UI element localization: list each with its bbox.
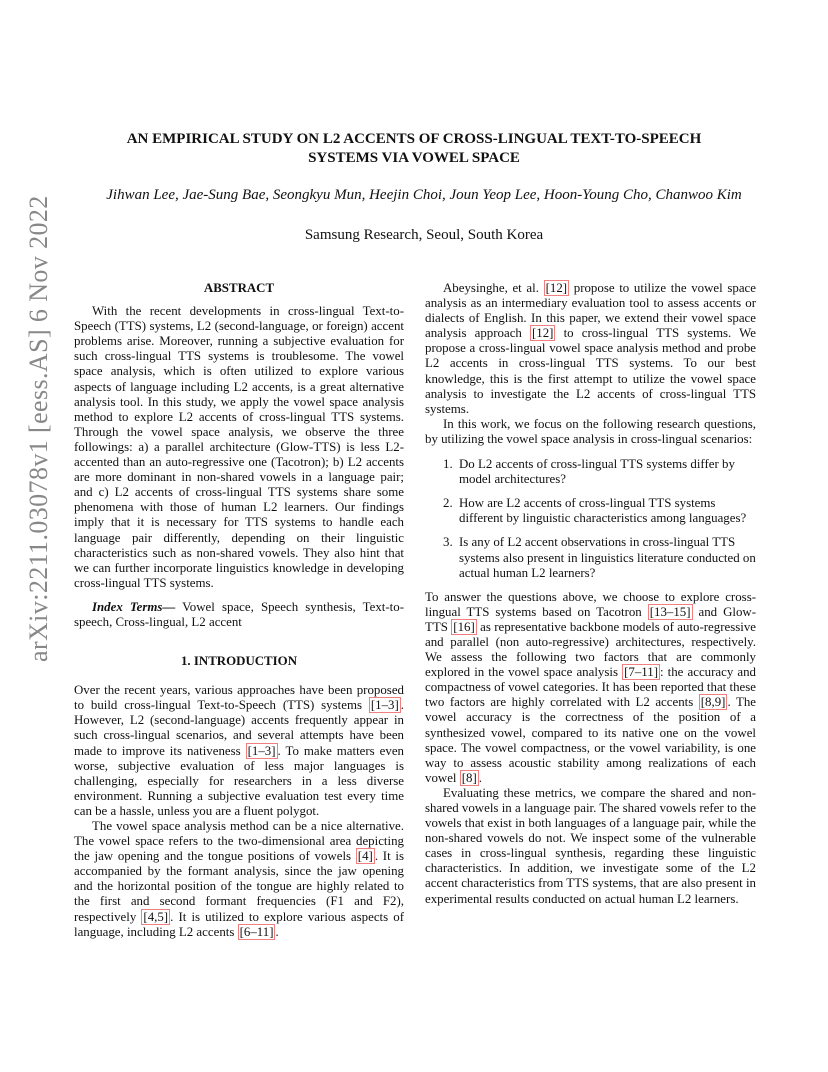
abstract-heading: ABSTRACT (203, 281, 275, 295)
citation-link[interactable]: [12] (545, 281, 568, 295)
list-item: 2. How are L2 accents of cross-lingual TTS systems different by linguistic characteristics among languages? (443, 496, 747, 526)
intro-paragraph-2: The vowel space analysis method can be a nice alternative. The vowel space refers to the two-dimensional area depicting the jaw opening and the tongue positions of vowels [4] . It is accompanied by the formant analysis, since the jaw opening and the horizontal position of the tongue are highly related to the first and second formant frequencies (F1 and F2), respectively [4,5] . It is utilized to explore various aspects of language, including L2 accents [6–11] . (74, 819, 405, 939)
abstract-text: With the recent developments in cross-lingual Text-to-Speech (TTS) systems, L2 (second-language, or foreign) accent problems arise. Moreover, running a subjective evaluation for such cross-lingual TTS systems is troublesome. The vowel space analysis, which is often utilized to explore various aspects of language including L2 accents, is a great alternative analysis tool. In this study, we apply the vowel space analysis method to explore L2 accents of cross-lingual TTS systems. Through the vowel space analysis, we observe the three followings: a) a parallel architecture (Glow-TTS) is less L2-accented than an auto-regressive one (Tacotron); b) L2 accents are more dominant in non-shared vowels in a language pair; and c) L2 accents of cross-lingual TTS systems share some phenomena with those of human L2 learners. Our findings imply that it is necessary for TTS systems to handle each language pair differently, depending on their linguistic characteristics such as non-shared vowels. They also hint that we can further incorporate linguistics knowledge in developing cross-lingual TTS systems. (74, 304, 404, 590)
right-paragraph-4: Evaluating these metrics, we compare the shared and non-shared vowels in a language pair. The shared vowels refer to the vowels that exist in both languages of a language pair, while the non-shared vowels do not. We inspect some of the vulnerable cases in cross-lingual synthesis, regarding these linguistic characteristics. In addition, we investigate some of the L2 accent characteristics from TTS systems, that are also present in experimental results conducted on actual human L2 learners. (425, 785, 756, 906)
list-item: 1. Do L2 accents of cross-lingual TTS systems differ by model architectures? (443, 457, 735, 487)
citation-link[interactable]: [1–3] (247, 743, 276, 758)
citation-link[interactable]: [4] (357, 849, 373, 864)
citation-link[interactable]: [8] (461, 770, 477, 785)
citation-link[interactable]: [13–15] (649, 604, 691, 619)
right-paragraph-1: Abeysinghe, et al. [12] propose to utilize the vowel space analysis as an intermediary evaluation tool to assess accents or dialects of English. In this paper, we extend their vowel space analysis approach [12] to cross-lingual TTS systems. We propose a cross-lingual vowel space analysis method and probe L2 accents in cross-lingual TTS systems. To our best knowledge, this is the first attempt to utilize the vowel space analysis to investigate the L2 accents of cross-lingual TTS systems. (425, 281, 756, 416)
citation-link[interactable]: [4,5] (143, 909, 169, 924)
citation-link[interactable]: [12] (532, 326, 554, 341)
affiliation: Samsung Research, Seoul, South Korea (304, 227, 544, 243)
index-terms-text: Vowel space, Speech synthesis, Text-to-speech, Cross-lingual, L2 accent (74, 599, 404, 629)
right-paragraph-3: To answer the questions above, we choose to explore cross-lingual TTS systems based on Tacotron [13–15] and Glow-TTS [16] as representative backbone models of auto-regressive and parallel (non auto-regressive) architectures, respectively. We assess the following two factors that are commonly explored in the vowel space analysis [7–11] : the accuracy and compactness of vowel categories. It has been reported that these two factors are highly correlated with L2 accents [8,9] . The vowel accuracy is the correctness of the position of a synthesized vowel, compared to its native one on the vowel space. The vowel compactness, or the vowel variability, is one way to assess acoustic stability among realizations of each vowel [8] . (425, 589, 757, 785)
index-terms (74, 600, 404, 630)
right-paragraph-2: In this work, we focus on the following research questions, by utilizing the vowel space analysis in cross-lingual scenarios: (425, 416, 756, 446)
citation-link[interactable]: [7–11] (624, 665, 658, 680)
right-column (425, 281, 756, 907)
left-column (74, 281, 404, 940)
title-line-2: SYSTEMS VIA VOWEL SPACE (308, 150, 520, 166)
citation-link[interactable]: [6–11] (239, 924, 274, 939)
intro-heading: 1. INTRODUCTION (180, 654, 298, 669)
arxiv-identifier: arXiv:2211.03078v1 [eess.AS] 6 Nov 2022 (24, 195, 53, 662)
intro-paragraph-1: Over the recent years, various approaches have been proposed to build cross-lingual Text-to-Speech (TTS) systems [1–3] . However, L2 (second-language) accents frequently appear in such cross-lingual scenarios, and several attempts have been made to improve its nativeness [1–3] . To make matters even worse, subjective evaluation of less major languages is challenging, especially for researchers in a less diverse environment. Running a subjective evaluation test every time can be a hassle, unless you are a fluent polygot. (74, 683, 404, 818)
list-item: 3. Is any of L2 accent observations in cross-lingual TTS systems also present in linguistics literature conducted on actual human L2 learners? (443, 535, 756, 580)
citation-link[interactable]: [16] (453, 619, 475, 634)
author-list: Jihwan Lee, Jae-Sung Bae, Seongkyu Mun, Heejin Choi, Joun Yeop Lee, Hoon-Young Cho, Chanwoo Kim (106, 187, 742, 203)
citation-link[interactable]: [8,9] (700, 695, 726, 710)
title-line-1: AN EMPIRICAL STUDY ON L2 ACCENTS OF CROSS-LINGUAL TEXT-TO-SPEECH (126, 131, 702, 147)
paper-title (90, 130, 738, 168)
citation-link[interactable]: [1–3] (370, 698, 399, 713)
research-questions-list (425, 457, 756, 581)
index-terms-label: Index Terms— (92, 599, 176, 614)
